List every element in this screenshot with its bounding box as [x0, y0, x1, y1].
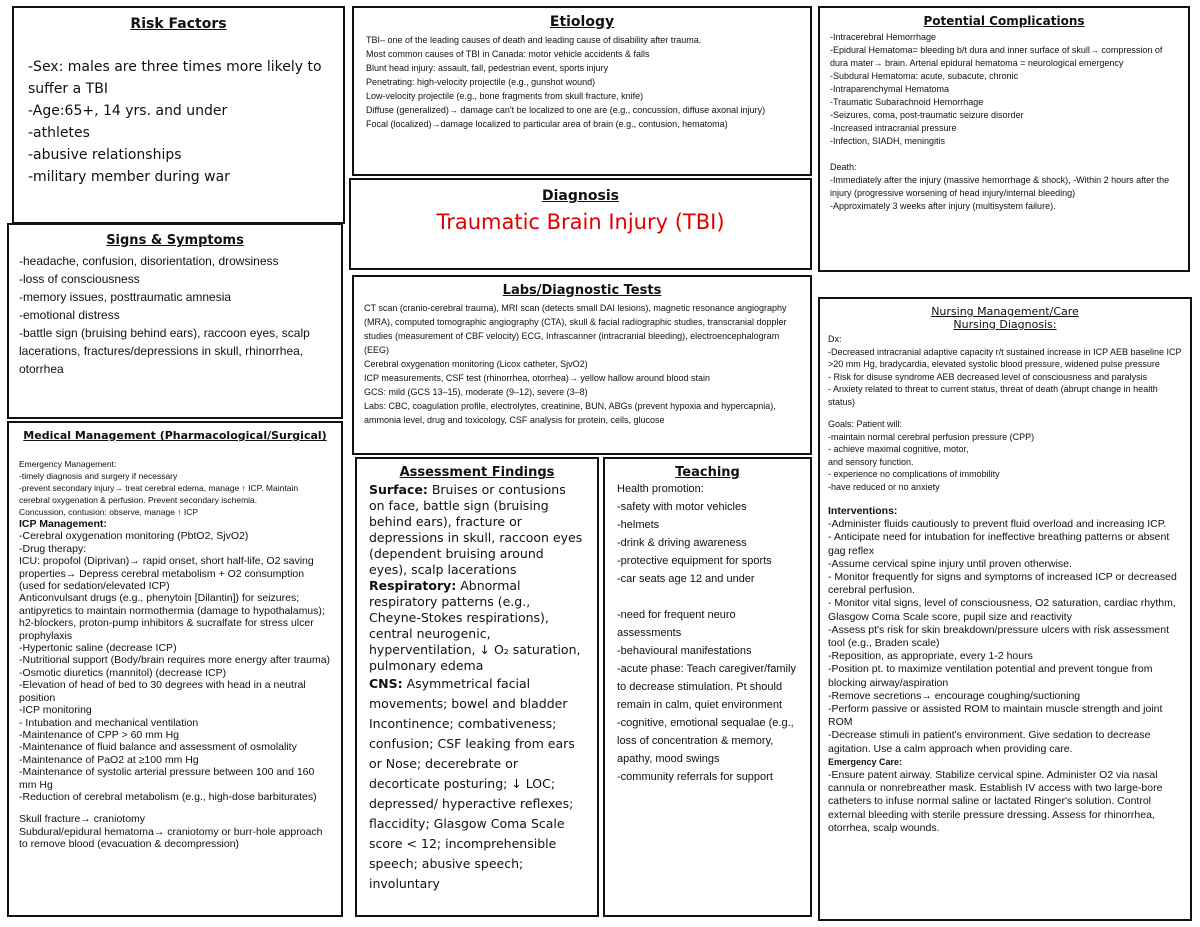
list-item: -safety with motor vehicles	[617, 501, 747, 513]
nursing-subtitle: Nursing Diagnosis:	[953, 318, 1057, 331]
list-item: -headache, confusion, disorientation, drowsiness	[19, 254, 279, 268]
assessment-respiratory	[369, 578, 585, 674]
list-item: CT scan (cranio-cerebral trauma), MRI scan (detects small DAI lesions), magnetic resonance angiography (MRA), computed tomographic angiography (CTA), skull & facial radiographic studies, transcranial doppler studies (measurement of CBF velocity) ECG, Infrascanner (intracranial bleeding), electroencephalogram (EEG)	[364, 303, 787, 355]
diagnosis-name: Traumatic Brain Injury (TBI)	[436, 210, 725, 234]
list-item: and sensory function.	[828, 456, 914, 467]
list-item: -Nutritional support (Body/brain requires more energy after trauma)	[19, 654, 331, 667]
list-item: - Monitor frequently for signs and symptoms of increased ICP or decreased cerebral perfusion.	[828, 571, 1177, 597]
list-item: -Traumatic Subarachnoid Hemorrhage	[830, 97, 984, 107]
surface-text: Bruises or contusions on face, battle sign (bruising behind ears), fracture or depressions in skull, raccoon eyes (dependent bruising around eyes), scalp lacerations	[369, 482, 583, 577]
list-item: -car seats age 12 and under	[617, 573, 755, 585]
list-item: -Osmotic diuretics (mannitol) (decrease ICP)	[19, 666, 227, 679]
list-item: -Drug therapy:	[19, 542, 87, 555]
list-item: -Hypertonic saline (decrease ICP)	[19, 642, 177, 655]
complications-list	[830, 31, 1178, 213]
list-item: ICP measurements, CSF test (rhinorrhea, otorrhea)→ yellow hallow around blood stain	[364, 373, 710, 383]
list-item: -Increased intracranial pressure	[830, 123, 957, 133]
goals-label: Goals: Patient will:	[828, 419, 903, 429]
list-item: -Assume cervical spine injury until proven otherwise.	[828, 557, 1072, 570]
assessment-body	[369, 482, 585, 894]
icp-management-list	[19, 518, 331, 851]
list-item: Blunt head injury: assault, fall, pedestrian event, sports injury	[366, 63, 609, 73]
assessment-surface	[369, 482, 585, 578]
list-item: Cerebral oxygenation monitoring (Licox catheter, SjvO2)	[364, 359, 588, 369]
list-item: -Approximately 3 weeks after injury (multisystem failure).	[830, 201, 1056, 211]
list-item: -have reduced or no anxiety	[828, 481, 940, 492]
complications-title: Potential Complications	[923, 14, 1085, 28]
risk-factors-title: Risk Factors	[130, 16, 227, 32]
nursing-interventions-list	[828, 505, 1182, 835]
list-item: -Seizures, coma, post-traumatic seizure disorder	[830, 110, 1024, 120]
respiratory-text: Abnormal respiratory patterns (e.g., Cheyne-Stokes respirations), central neurogenic, hyperventilation, ↓ O₂ saturation, pulmonary edema	[369, 578, 581, 673]
etiology-panel	[352, 6, 812, 176]
list-item: -Maintenance of fluid balance and assessment of osmolality	[19, 741, 297, 754]
medical-management-panel	[7, 421, 343, 917]
list-item: -Perform passive or assisted ROM to maintain muscle strength and joint ROM	[828, 703, 1163, 729]
surface-label: Surface:	[369, 482, 428, 497]
list-item: - Anxiety related to threat to current status, threat of death (abrupt change in health status)	[828, 384, 1158, 407]
list-item: -Administer fluids cautiously to prevent fluid overload and increasing ICP.	[828, 518, 1167, 531]
list-item: Low-velocity projectile (e.g., bone fragments from skull fracture, knife)	[366, 91, 644, 101]
cns-text: Asymmetrical facial movements; bowel and bladder Incontinence; combativeness; confusion; CSF leaking from ears or Nose; decerebrate or decorticate posturing; ↓ LOC; depressed/ hyperactive reflexes; flaccidity; Glasgow Coma Scale score < 12; incomprehensible speech; abusive speech; involuntary	[369, 676, 575, 891]
emergency-management-label: Emergency Management:	[19, 459, 117, 469]
list-item: -cognitive, emotional sequalae (e.g., loss of concentration & memory, apathy, mood swings	[617, 717, 794, 765]
health-promotion-label: Health promotion:	[617, 483, 704, 495]
signs-symptoms-title: Signs & Symptoms	[106, 233, 244, 248]
list-item: -protective equipment for sports	[617, 555, 772, 567]
list-item: -timely diagnosis and surgery if necessary	[19, 471, 178, 481]
list-item: -athletes	[28, 125, 90, 141]
list-item: -Position pt. to maximize ventilation potential and prevent tongue from blocking airway/aspiration	[828, 663, 1153, 689]
list-item: -need for frequent neuro assessments	[617, 609, 736, 639]
list-item: -Elevation of head of bed to 30 degrees with head in a neutral position	[19, 679, 306, 704]
list-item: -emotional distress	[19, 308, 120, 322]
list-item: Diffuse (generalized)→ damage can't be localized to one are (e.g., concussion, diffuse axonal injury)	[366, 105, 766, 115]
list-item: -maintain normal cerebral perfusion pressure (CPP)	[828, 431, 1035, 442]
emergency-care-text: -Ensure patent airway. Stabilize cervical spine. Administer O2 via nasal cannula or nonrebreather mask. Establish IV access with two large-bore catheters to infuse normal saline or lactated Ringer's solution. Control external bleeding with sterile pressure dressing. Assess for rhinorrhea, otorrhea, scalp wounds.	[828, 769, 1163, 834]
list-item: - experience no complications of immobility	[828, 469, 1000, 479]
list-item: Anticonvulsant drugs (e.g., phenytoin [Dilantin]) for seizures; antipyretics to maintain normothermia (damage to hypothalamus); h2-blockers, proton-pump inhibitors & sucralfate for stress ulcer prophylaxis	[19, 592, 325, 642]
risk-factors-panel	[12, 6, 345, 224]
list-item: -Immediately after the injury (massive hemorrhage & shock), -Within 2 hours after the injury (progressive worsening of head injury/internal bleeding)	[830, 175, 1170, 198]
list-item: -Maintenance of PaO2 at ≥100 mm Hg	[19, 753, 199, 766]
list-item: -abusive relationships	[28, 147, 182, 163]
list-item: -drink & driving awareness	[617, 537, 747, 549]
etiology-title: Etiology	[549, 14, 615, 30]
etiology-list	[366, 33, 798, 131]
medical-management-title: Medical Management (Pharmacological/Surgical)	[23, 429, 327, 442]
interventions-label: Interventions:	[828, 505, 898, 517]
icp-management-label: ICP Management:	[19, 518, 107, 530]
list-item: -battle sign (bruising behind ears), raccoon eyes, scalp lacerations, fractures/depressions in skull, rhinorrhea, otorrhea	[19, 326, 310, 376]
list-item: -military member during war	[28, 169, 230, 185]
list-item: -community referrals for support	[617, 771, 773, 783]
labs-title: Labs/Diagnostic Tests	[502, 283, 662, 298]
diagnosis-title: Diagnosis	[542, 188, 619, 204]
diagnosis-panel	[349, 178, 812, 270]
list-item: -Sex: males are three times more likely to suffer a TBI	[28, 59, 322, 97]
list-item: -Maintenance of CPP > 60 mm Hg	[19, 728, 180, 741]
list-item: -Remove secretions→ encourage coughing/suctioning	[828, 689, 1081, 702]
list-item: -prevent secondary injury→ treat cerebral edema, manage ↑ ICP. Maintain cerebral oxygenation & perfusion. Prevent secondary ischemia.	[19, 483, 299, 505]
list-item: Focal (localized)→damage localized to particular area of brain (e.g., contusion, hematoma)	[366, 119, 728, 129]
death-title: Death:	[830, 162, 857, 172]
list-item: -helmets	[617, 519, 660, 531]
list-item: - Monitor vital signs, level of consciousness, O2 saturation, cardiac rhythm, Glasgow Coma Scale score, pupil size and reactivity	[828, 597, 1176, 623]
list-item: -Decreased intracranial adaptive capacity r/t sustained increase in ICP AEB baseline ICP >20 mm Hg, bradycardia, elevated systolic blood pressure, widened pulse pressure	[828, 346, 1182, 369]
list-item: ICU: propofol (Diprivan)→ rapid onset, short half-life, O2 saving properties→ Depress cerebral metabolism + O2 consumption (used for sedation/elevated ICP)	[19, 555, 314, 593]
nursing-dx-list	[828, 333, 1182, 493]
list-item: - Risk for disuse syndrome AEB decreased level of consciousness and paralysis	[828, 371, 1148, 382]
nursing-panel	[818, 297, 1192, 921]
labs-list	[364, 301, 800, 427]
list-item: Concussion, contusion: observe, manage ↑ ICP	[19, 507, 199, 517]
signs-symptoms-list	[19, 252, 331, 378]
list-item: -Intraparenchymal Hematoma	[830, 84, 950, 94]
labs-panel	[352, 275, 812, 455]
list-item: - Intubation and mechanical ventilation	[19, 716, 199, 729]
risk-factors-list	[28, 56, 329, 188]
list-item: -Infection, SIADH, meningitis	[830, 136, 946, 146]
list-item: Labs: CBC, coagulation profile, electrolytes, creatinine, BUN, ABGs (prevent hypoxia and hypercapnia), ammonia level, drug and toxicology, CSF analysis for protein, cells, glucose	[364, 401, 776, 425]
assessment-cns	[369, 674, 585, 894]
list-item: - achieve maximal cognitive, motor,	[828, 444, 969, 454]
list-item: -acute phase: Teach caregiver/family to decrease stimulation. Pt should remain in calm, quiet environment	[617, 663, 796, 711]
list-item: -memory issues, posttraumatic amnesia	[19, 290, 232, 304]
list-item: -Intracerebral Hemorrhage	[830, 32, 937, 42]
list-item: -loss of consciousness	[19, 272, 140, 286]
list-item: -ICP monitoring	[19, 704, 92, 717]
list-item: - Anticipate need for intubation for ineffective breathing patterns or absent gag reflex	[828, 531, 1170, 557]
emergency-care-label: Emergency Care:	[828, 756, 903, 767]
list-item: -Assess pt's risk for skin breakdown/pressure ulcers with risk assessment tool (e.g., Braden scale)	[828, 623, 1170, 650]
list-item: GCS: mild (GCS 13–15), moderate (9–12), severe (3–8)	[364, 387, 588, 397]
assessment-title: Assessment Findings	[399, 465, 555, 480]
teaching-list	[617, 480, 798, 786]
list-item: -Decrease stimuli in patient's environment. Give sedation to decrease agitation. Use a calm approach when providing care.	[828, 729, 1151, 755]
dx-label: Dx:	[828, 334, 842, 344]
list-item: Most common causes of TBI in Canada: motor vehicle accidents & falls	[366, 49, 650, 59]
list-item: Penetrating: high-velocity projectile (e.g., gunshot wound)	[366, 77, 596, 87]
list-item: -Reposition, as appropriate, every 1-2 hours	[828, 650, 1033, 663]
cns-label: CNS:	[369, 676, 403, 691]
list-item: Subdural/epidural hematoma→ craniotomy or burr-hole approach to remove blood (evacuation & decompression)	[19, 825, 323, 851]
list-item: -Age:65+, 14 yrs. and under	[28, 103, 228, 119]
list-item: Skull fracture→ craniotomy	[19, 813, 146, 826]
teaching-panel	[603, 457, 812, 917]
teaching-title: Teaching	[675, 465, 740, 480]
list-item: -Cerebral oxygenation monitoring (PbtO2, SjvO2)	[19, 530, 249, 543]
respiratory-label: Respiratory:	[369, 578, 457, 593]
list-item: -Maintenance of systolic arterial pressure between 100 and 160 mm Hg	[19, 766, 315, 791]
list-item: -behavioural manifestations	[617, 645, 752, 657]
list-item: TBI– one of the leading causes of death and leading cause of disability after trauma.	[366, 35, 702, 45]
list-item: -Reduction of cerebral metabolism (e.g., high-dose barbiturates)	[19, 790, 317, 803]
assessment-panel	[355, 457, 599, 917]
potential-complications-panel	[818, 6, 1190, 272]
signs-symptoms-panel	[7, 223, 343, 419]
list-item: -Epidural Hematoma= bleeding b/t dura and inner surface of skull→ compression of dura mater→ brain. Arterial epidural hematoma = neurological emergency	[830, 45, 1163, 68]
list-item: -Subdural Hematoma: acute, subacute, chronic	[830, 71, 1019, 81]
nursing-title: Nursing Management/Care	[931, 305, 1079, 318]
emergency-management-list	[19, 458, 331, 518]
